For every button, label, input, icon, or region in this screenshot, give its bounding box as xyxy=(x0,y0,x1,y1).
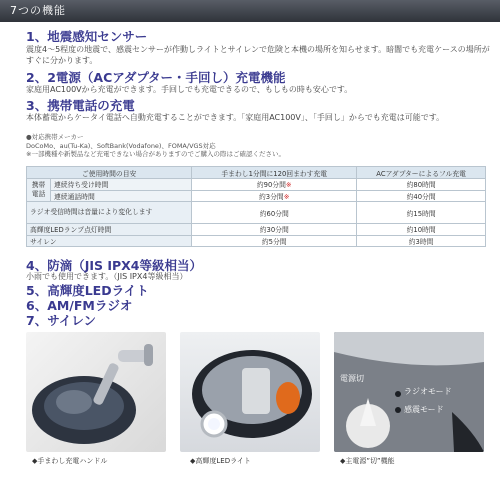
table-row xyxy=(27,202,486,224)
ac-value: 約15時間 xyxy=(357,202,486,224)
table-row xyxy=(27,190,486,202)
table-row xyxy=(27,224,486,236)
feature-title-quake-sensor: 1、地震感知センサー xyxy=(26,29,148,44)
row-label: 高輝度LEDランプ点灯時間 xyxy=(27,224,192,236)
table-header: 手まわし1分間に120回まわす充電 xyxy=(192,167,357,179)
hand-crank-photo xyxy=(26,332,166,452)
hand-value: 約5分間 xyxy=(192,235,357,247)
ac-value: 約3時間 xyxy=(357,235,486,247)
usage-time-table xyxy=(26,166,486,247)
ac-value: 約80時間 xyxy=(357,179,486,191)
row-label: サイレン xyxy=(27,235,192,247)
feature-title-phone-charge: 3、携帯電話の充電 xyxy=(26,98,135,113)
photo-caption: ◆主電源”切”機能 xyxy=(340,457,395,465)
feature-title-radio: 6、AM/FMラジオ xyxy=(26,298,133,313)
table-row xyxy=(27,179,486,191)
table-header: ご使用時間の目安 xyxy=(27,167,192,179)
feature-title-siren: 7、サイレン xyxy=(26,313,97,328)
phone-row-label: 携帯電話 xyxy=(27,179,51,202)
row-label: ラジオ受信時間は音量により変化します xyxy=(27,202,192,224)
notes-disclaimer: ※一部機種や新製品など充電できない場合がありますのでご購入の際はご確認ください。 xyxy=(26,150,285,158)
table-row xyxy=(27,235,486,247)
compatibility-notes xyxy=(26,133,285,159)
switch-label-power-off: 電源切 xyxy=(340,374,364,383)
notes-carriers: DoCoMo、au(Tu-Ka)、SoftBank(Vodafone)、FOMA/VGS対応 xyxy=(26,141,216,150)
feature-text-phone-charge: 本体蓄電からケータイ電話へ自動充電することができます。「家庭用AC100V」、「手回し」からでも充電は可能です。 xyxy=(26,113,445,122)
hand-value: 約60分間 xyxy=(192,202,357,224)
led-light-illustration xyxy=(180,332,320,452)
ac-value: 約40分間 xyxy=(357,190,486,202)
table-header: ACアダプターによるフル充電 xyxy=(357,167,486,179)
table-header-row xyxy=(27,167,486,179)
feature-title-led-light: 5、高輝度LEDライト xyxy=(26,283,149,298)
photo-caption: ◆手まわし充電ハンドル xyxy=(32,457,108,465)
led-light-photo xyxy=(180,332,320,452)
row-label: 連続通話時間 xyxy=(51,190,192,202)
photo-caption: ◆高輝度LEDライト xyxy=(190,457,251,465)
feature-title-dual-power: 2、2電源（ACアダプター・手回し）充電機能 xyxy=(26,70,286,85)
power-switch-photo xyxy=(334,332,484,452)
section-banner: 7つの機能 xyxy=(0,0,500,22)
feature-text-dual-power: 家庭用AC100Vから充電ができます。手回しでも充電できるので、もしもの時も安心です。 xyxy=(26,85,353,94)
feature-title-splash-proof: 4、防滴（JIS IPX4等級相当） xyxy=(26,258,203,273)
feature-text-quake-sensor: 震度4～5程度の地震で、感震センサーが作動しライトとサイレンで危険と本機の場所を知らせます。暗闇でも充電ケースの場所がすぐに分かります。 xyxy=(26,45,490,65)
switch-label-quake-mode: 感震モード xyxy=(404,405,444,414)
row-label: 連続待ち受け時間 xyxy=(51,179,192,191)
hand-crank-illustration xyxy=(26,332,166,452)
hand-value: 約30分間 xyxy=(192,224,357,236)
ac-value: 約10時間 xyxy=(357,224,486,236)
hand-value: 約90分間※ xyxy=(192,179,357,191)
hand-value: 約3分間※ xyxy=(192,190,357,202)
feature-text-splash-proof: 小雨でも使用できます。（JIS IPX4等級相当） xyxy=(26,272,188,281)
notes-heading: ●対応携帯メーカー xyxy=(26,133,84,141)
switch-label-radio-mode: ラジオモード xyxy=(404,387,452,396)
